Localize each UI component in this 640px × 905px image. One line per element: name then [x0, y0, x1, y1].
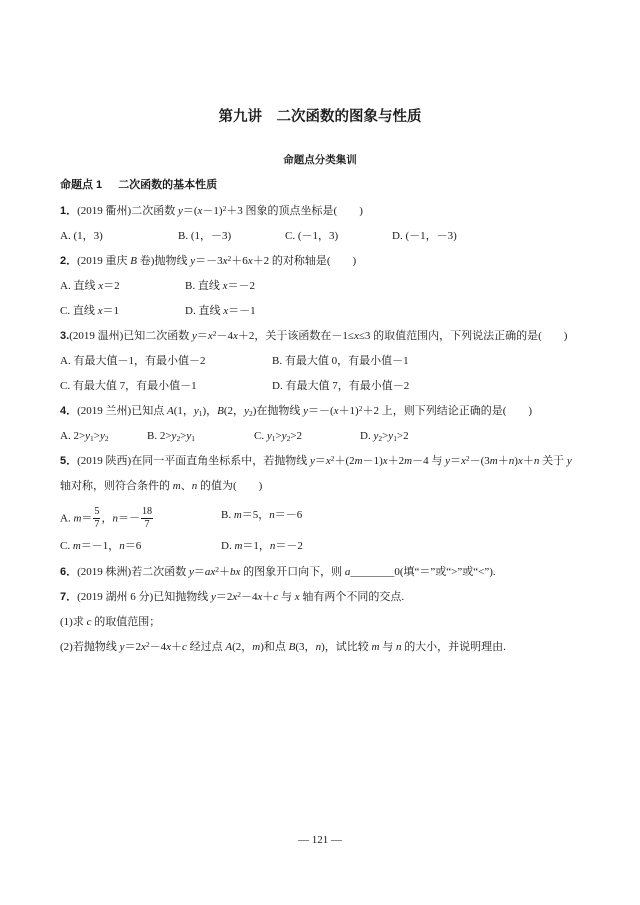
question-text — [77, 255, 356, 267]
subscript: 2 — [378, 434, 383, 444]
math-variable: y — [177, 205, 183, 217]
superscript: 2 — [215, 564, 219, 574]
math-variable: y — [244, 405, 249, 417]
text-run: D. (－1，－3) — [392, 230, 457, 242]
text-run: C. 有最大值 7，有最小值－1 — [60, 380, 197, 392]
text-run: ＝－2 — [275, 540, 303, 552]
fraction-denominator: 7 — [94, 518, 100, 530]
math-variable: x — [353, 330, 359, 342]
text-run: 的值为( ) — [197, 480, 263, 492]
math-variable: y — [281, 430, 287, 442]
option-c — [60, 303, 119, 319]
option-c — [254, 428, 302, 444]
text-run: D. — [221, 540, 235, 552]
question-3-options-cd — [60, 378, 600, 394]
text-run: ＋(2 — [334, 455, 355, 467]
text-run: B. 有最大值 0，有最小值－1 — [272, 355, 409, 367]
text-run: 关于 — [539, 455, 567, 467]
question-2-options-ab — [60, 278, 600, 294]
text-run: (2019 陕西)在同一平面直角坐标系中，若抛物线 — [77, 455, 310, 467]
option-a — [60, 353, 205, 369]
math-variable: n — [508, 455, 515, 467]
option-d — [221, 538, 303, 554]
text-run: (1， — [173, 405, 194, 417]
math-variable: x — [166, 641, 171, 653]
text-run: 轴对称，则符合条件的 — [60, 480, 173, 492]
subscript: 1 — [271, 434, 276, 444]
text-run: (1)求 — [60, 616, 87, 628]
option-d — [272, 378, 409, 394]
subscript: 2 — [248, 409, 253, 419]
option-d — [185, 303, 256, 319]
math-variable: m — [172, 480, 181, 492]
subscript: 2 — [286, 434, 291, 444]
text-run: 的大小，并说明理由. — [401, 641, 506, 653]
math-variable: y — [186, 430, 192, 442]
math-variable: y — [266, 430, 272, 442]
subscript: 1 — [198, 409, 203, 419]
math-variable: bx — [229, 566, 241, 578]
text-run: ＝－2 — [227, 280, 255, 292]
question-number: 1． — [60, 205, 78, 217]
text-run: A. 2> — [60, 430, 86, 442]
text-run: 经过点 — [186, 641, 226, 653]
section-subtitle: 命题点分类集训 — [283, 154, 357, 166]
question-5-options-ab — [60, 506, 600, 530]
text-run: ＝ — [314, 455, 326, 467]
text-run: ＝－ — [117, 512, 140, 525]
text-run: (2019 兰州)已知点 — [77, 405, 167, 417]
math-variable: x — [382, 455, 388, 467]
text-run: (3， — [295, 641, 316, 653]
fraction — [141, 506, 153, 530]
superscript: 2 — [358, 403, 363, 413]
sub-question-text — [60, 641, 506, 653]
subscript: 2 — [104, 434, 109, 444]
text-run: －1) — [202, 205, 223, 217]
sub-question-text — [60, 616, 160, 628]
question-3-options-ab — [60, 353, 600, 369]
text-run: ≤3 的取值范围内，下列说法正确的是( ) — [358, 330, 568, 342]
math-variable: x — [97, 305, 103, 317]
text-run: A. — [60, 512, 74, 525]
text-run: ) — [514, 455, 518, 467]
question-text — [77, 455, 572, 467]
math-variable: x — [222, 280, 228, 292]
text-run: －1) — [362, 455, 383, 467]
math-variable: c — [273, 591, 279, 603]
text-run: －4 与 — [412, 455, 446, 467]
option-a — [60, 278, 120, 294]
text-run: ＝－6 — [274, 509, 303, 521]
math-variable: m — [354, 455, 363, 467]
math-variable: x — [461, 455, 466, 467]
fraction — [93, 506, 100, 530]
math-variable: m — [73, 512, 82, 525]
math-variable: y — [100, 430, 105, 442]
question-number: 7． — [60, 591, 78, 603]
math-variable: ax — [204, 566, 216, 578]
question-7-part-1 — [60, 614, 160, 630]
question-number: 6． — [60, 566, 78, 578]
math-variable: x — [247, 255, 253, 267]
math-variable: x — [325, 455, 331, 467]
text-run: ＋ — [218, 566, 230, 578]
question-5-options-cd — [60, 538, 600, 554]
text-run: >2 — [290, 430, 303, 442]
superscript: 2 — [212, 328, 217, 338]
subscript: 1 — [393, 434, 397, 444]
option-c — [60, 538, 141, 554]
math-variable: y — [309, 455, 315, 467]
question-5-stem-line-1 — [60, 453, 572, 469]
math-variable: y — [210, 591, 216, 603]
math-variable: x — [222, 255, 228, 267]
topic-label: 命题点 1 — [60, 179, 103, 191]
text-run: 的取值范围； — [91, 616, 161, 628]
lecture-title: 第九讲 二次函数的图象与性质 — [218, 109, 422, 125]
math-variable: x — [223, 305, 229, 317]
text-run: > — [180, 430, 187, 442]
text-run: ＝－1， — [80, 540, 120, 552]
question-text — [69, 330, 567, 342]
text-run: ＝2 — [124, 641, 141, 653]
text-run: ＝－1 — [228, 305, 256, 317]
math-variable: a — [344, 566, 351, 578]
text-run: ＋3 图象的顶点坐标是( ) — [226, 205, 363, 217]
superscript: 2 — [222, 203, 227, 213]
text-run: > — [93, 430, 100, 442]
topic-heading — [60, 177, 217, 193]
text-run: ＝2 — [103, 280, 120, 292]
text-run: ＝ — [193, 566, 205, 578]
text-run: (2)若抛物线 — [60, 641, 120, 653]
text-run: D. 直线 — [185, 305, 224, 317]
text-run: ＋ — [497, 455, 509, 467]
text-run: ＝－3 — [195, 255, 223, 267]
math-variable: n — [191, 480, 198, 492]
text-run: (2019 温州)已知二次函数 — [69, 330, 193, 342]
option-d — [392, 228, 457, 244]
option-d — [360, 428, 409, 444]
math-variable: y — [192, 330, 197, 342]
fraction-numerator: 5 — [94, 506, 100, 517]
text-run: ________0(填“＝”或“>”或“<”). — [350, 566, 496, 578]
math-variable: n — [533, 455, 540, 467]
subscript: 1 — [90, 434, 94, 444]
question-7-stem — [60, 589, 404, 605]
math-variable: m — [252, 641, 261, 653]
text-run: B. (1，－3) — [178, 230, 232, 242]
question-4-options — [60, 428, 600, 444]
math-variable: x — [517, 455, 523, 467]
option-a — [60, 507, 154, 531]
question-text — [77, 205, 363, 217]
text-run: C. — [254, 430, 267, 442]
text-run: A. 有最大值－1，有最小值－2 — [60, 355, 206, 367]
text-run: ＋1) — [338, 405, 359, 417]
math-variable: y — [193, 405, 199, 417]
text-run: > — [275, 430, 282, 442]
text-run: ＋ — [262, 591, 274, 603]
math-variable: y — [85, 430, 91, 442]
math-variable: x — [233, 330, 238, 342]
question-1-stem — [60, 203, 363, 219]
question-7-part-2 — [60, 639, 506, 655]
math-variable: m — [72, 540, 81, 552]
math-variable: y — [119, 641, 125, 653]
math-variable: n — [112, 512, 118, 525]
option-a — [60, 428, 109, 444]
math-variable: y — [373, 430, 379, 442]
text-run: 与 — [278, 591, 295, 603]
question-number: 3. — [60, 330, 70, 342]
text-run: C. (－1，3) — [285, 230, 339, 242]
text-run: (2019 重庆 — [77, 255, 131, 267]
option-b — [185, 278, 255, 294]
subscript: 1 — [191, 434, 196, 444]
math-variable: y — [190, 255, 196, 267]
option-b — [221, 507, 302, 523]
text-run: D. — [360, 430, 374, 442]
text-run: －4 — [240, 591, 258, 603]
superscript: 2 — [465, 453, 470, 463]
math-variable: B — [288, 641, 296, 653]
math-variable: y — [188, 566, 194, 578]
question-4-stem — [60, 403, 532, 419]
question-number: 5． — [60, 455, 78, 467]
math-variable: x — [197, 205, 203, 217]
math-variable: n — [119, 540, 125, 552]
math-variable: A — [225, 641, 233, 653]
text-run: (2， — [232, 641, 253, 653]
text-run: ＋2，关于该函数在－1≤ — [237, 330, 354, 342]
text-run: B. 2> — [147, 430, 172, 442]
option-c — [60, 378, 197, 394]
text-run: )， — [202, 405, 218, 417]
question-text — [77, 405, 532, 417]
text-run: C. 直线 — [60, 305, 98, 317]
superscript: 2 — [145, 639, 150, 649]
text-run: (2， — [223, 405, 245, 417]
option-c — [285, 228, 338, 244]
math-variable: y — [445, 455, 450, 467]
text-run: －4 — [149, 641, 167, 653]
text-run: B. 直线 — [185, 280, 223, 292]
math-variable: m — [404, 455, 413, 467]
text-run: ＋ — [170, 641, 182, 653]
subscript: 2 — [176, 434, 181, 444]
text-run: (2019 湖州 6 分)已知抛物线 — [77, 591, 211, 603]
text-run: >2 — [396, 430, 409, 442]
math-variable: x — [232, 591, 238, 603]
math-variable: x — [98, 280, 104, 292]
math-variable: m — [233, 509, 242, 521]
math-variable: x — [333, 405, 339, 417]
math-variable: y — [566, 455, 572, 467]
option-a — [60, 228, 103, 244]
superscript: 2 — [237, 589, 241, 599]
text-run: －4 — [216, 330, 234, 342]
math-variable: c — [181, 641, 187, 653]
math-variable: B — [217, 405, 224, 417]
text-run: )和点 — [260, 641, 289, 653]
math-variable: x — [294, 591, 300, 603]
question-6-stem — [60, 564, 496, 580]
question-1-options — [60, 228, 600, 244]
math-variable: n — [395, 641, 402, 653]
superscript: 2 — [330, 453, 335, 463]
math-variable: y — [303, 405, 308, 417]
text-run: ＝2 — [215, 591, 233, 603]
text-run: 卷)抛物线 — [137, 255, 191, 267]
math-variable: m — [371, 641, 380, 653]
fraction-numerator: 18 — [141, 506, 153, 517]
topic-title: 二次函数的基本性质 — [118, 179, 218, 191]
superscript: 2 — [227, 253, 232, 263]
text-run: > — [382, 430, 389, 442]
math-variable: y — [388, 430, 394, 442]
math-variable: n — [315, 641, 322, 653]
text-run: )，试比较 — [321, 641, 372, 653]
text-run: －(3 — [469, 455, 490, 467]
math-variable: m — [489, 455, 498, 467]
question-2-options-cd — [60, 303, 600, 319]
math-variable: c — [86, 616, 92, 628]
text-run: 、 — [180, 480, 192, 492]
math-variable: m — [234, 540, 243, 552]
math-variable: x — [207, 330, 213, 342]
text-run: ＝ — [81, 512, 93, 525]
text-run: C. — [60, 540, 73, 552]
math-variable: n — [269, 509, 275, 521]
text-run: ＝ — [196, 330, 208, 342]
text-run: ＋2 的对称轴是( ) — [252, 255, 357, 267]
question-2-stem — [60, 253, 356, 269]
text-run: ＝( — [182, 205, 198, 217]
question-text — [60, 480, 262, 492]
text-run: 的图象开口向下，则 — [240, 566, 345, 578]
text-run: ＋6 — [231, 255, 248, 267]
text-run: 与 — [379, 641, 396, 653]
question-3-stem — [60, 328, 567, 344]
question-text — [77, 591, 404, 603]
question-number: 2． — [60, 255, 78, 267]
text-run: ＝6 — [124, 540, 142, 552]
text-run: ＝1， — [242, 540, 270, 552]
option-b — [147, 428, 195, 444]
text-run: 轴有两个不同的交点. — [299, 591, 405, 603]
question-number: 4． — [60, 405, 78, 417]
math-variable: x — [257, 591, 263, 603]
text-run: ＝1 — [102, 305, 119, 317]
option-b — [272, 353, 409, 369]
text-run: ＝ — [450, 455, 461, 467]
text-run: ＋ — [522, 455, 534, 467]
math-variable: A — [166, 405, 174, 417]
text-run: )在抛物线 — [252, 405, 304, 417]
text-run: D. 有最大值 7，有最小值－2 — [272, 380, 410, 392]
question-5-stem-line-2 — [60, 478, 262, 494]
text-run: ＝5， — [241, 509, 270, 521]
text-run: ＝－( — [308, 405, 334, 417]
math-variable: n — [269, 540, 276, 552]
text-run: B. — [221, 509, 234, 521]
text-run: A. (1，3) — [60, 230, 103, 242]
text-run: A. 直线 — [60, 280, 99, 292]
math-variable: B — [130, 255, 138, 267]
option-b — [178, 228, 231, 244]
text-run: ＋2 — [387, 455, 405, 467]
text-run: (2019 衢州)二次函数 — [77, 205, 178, 217]
text-run: (2019 株洲)若二次函数 — [77, 566, 189, 578]
math-variable: x — [140, 641, 146, 653]
fraction-denominator: 7 — [144, 518, 150, 530]
question-text — [77, 566, 496, 578]
text-run: ， — [101, 512, 113, 525]
math-variable: y — [171, 430, 177, 442]
page-number: — 121 — — [298, 834, 342, 846]
text-run: ＋2 上，则下列结论正确的是( ) — [362, 405, 533, 417]
